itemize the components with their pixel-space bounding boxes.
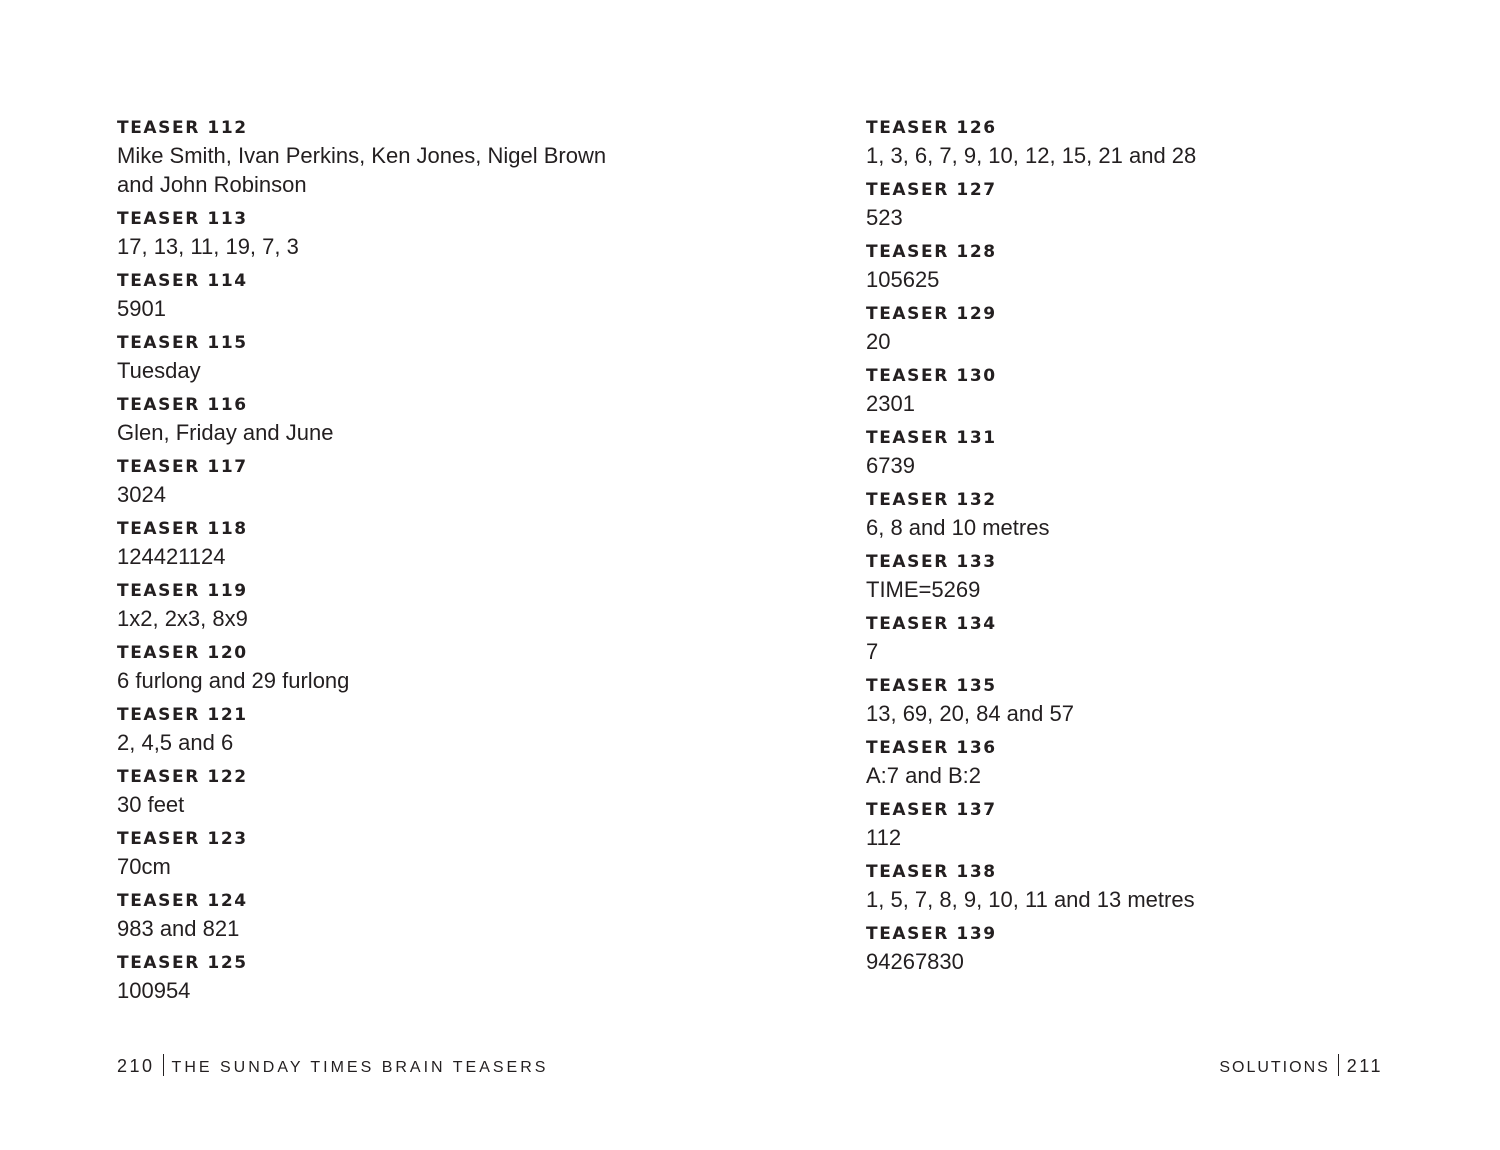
teaser-answer: 124421124: [117, 544, 226, 569]
teaser-answer: TIME=5269: [866, 577, 981, 602]
teaser-answer: 983 and 821: [117, 916, 240, 941]
teaser-heading: TEASER 123: [117, 829, 248, 849]
teaser-answer: 70cm: [117, 854, 171, 879]
solution-entry: [866, 797, 1426, 852]
teaser-answer: 6739: [866, 453, 915, 478]
solution-entry: [117, 268, 677, 323]
teaser-answer: 523: [866, 205, 903, 230]
solution-entry: [117, 826, 677, 881]
teaser-heading: TEASER 124: [117, 891, 248, 911]
teaser-heading: TEASER 131: [866, 428, 997, 448]
teaser-heading: TEASER 125: [117, 953, 248, 973]
teaser-answer: Mike Smith, Ivan Perkins, Ken Jones, Nigel Brown and John Robinson: [117, 143, 607, 197]
solution-entry: [866, 611, 1426, 666]
teaser-answer: A:7 and B:2: [866, 763, 981, 788]
teaser-heading: TEASER 114: [117, 271, 248, 291]
teaser-heading: TEASER 126: [866, 118, 997, 138]
teaser-heading: TEASER 133: [866, 552, 997, 572]
teaser-heading: TEASER 119: [117, 581, 248, 601]
teaser-heading: TEASER 132: [866, 490, 997, 510]
teaser-answer: 6 furlong and 29 furlong: [117, 668, 350, 693]
teaser-answer: 3024: [117, 482, 166, 507]
teaser-heading: TEASER 128: [866, 242, 997, 262]
solution-entry: [866, 239, 1426, 294]
teaser-answer: 100954: [117, 978, 191, 1003]
solution-entry: [866, 673, 1426, 728]
teaser-answer: 112: [866, 825, 902, 850]
solution-entry: [866, 425, 1426, 480]
solution-entry: [117, 454, 677, 509]
teaser-heading: TEASER 117: [117, 457, 248, 477]
right-page-footer: [1219, 1054, 1383, 1080]
teaser-heading: TEASER 118: [117, 519, 248, 539]
teaser-answer: 20: [866, 329, 891, 354]
solution-entry: [866, 549, 1426, 604]
book-title: THE SUNDAY TIMES BRAIN TEASERS: [171, 1059, 549, 1076]
teaser-heading: TEASER 127: [866, 180, 997, 200]
teaser-answer: 17, 13, 11, 19, 7, 3: [117, 234, 299, 259]
teaser-heading: TEASER 113: [117, 209, 248, 229]
left-solutions-column: [117, 115, 677, 1012]
solution-entry: [117, 516, 677, 571]
teaser-heading: TEASER 135: [866, 676, 997, 696]
solution-entry: [866, 115, 1426, 170]
teaser-heading: TEASER 120: [117, 643, 248, 663]
solution-entry: [866, 735, 1426, 790]
solution-entry: [117, 640, 677, 695]
teaser-heading: TEASER 121: [117, 705, 248, 725]
teaser-answer: 6, 8 and 10 metres: [866, 515, 1050, 540]
teaser-answer: 2301: [866, 391, 915, 416]
solution-entry: [866, 177, 1426, 232]
teaser-heading: TEASER 115: [117, 333, 248, 353]
teaser-heading: TEASER 112: [117, 118, 248, 138]
solution-entry: [117, 206, 677, 261]
left-page-footer: [117, 1054, 548, 1080]
teaser-answer: 30 feet: [117, 792, 185, 817]
teaser-heading: TEASER 129: [866, 304, 997, 324]
teaser-answer: 5901: [117, 296, 166, 321]
teaser-heading: TEASER 139: [866, 924, 997, 944]
solution-entry: [117, 702, 677, 757]
solution-entry: [117, 578, 677, 633]
teaser-heading: TEASER 138: [866, 862, 997, 882]
solution-entry: [866, 301, 1426, 356]
teaser-answer: Glen, Friday and June: [117, 420, 334, 445]
footer-divider: [1338, 1054, 1339, 1076]
solution-entry: [117, 392, 677, 447]
teaser-heading: TEASER 122: [117, 767, 248, 787]
solution-entry: [117, 115, 677, 199]
solution-entry: [117, 888, 677, 943]
page-number-left: 210: [117, 1056, 155, 1076]
right-solutions-column: [866, 115, 1426, 983]
teaser-heading: TEASER 134: [866, 614, 997, 634]
solution-entry: [866, 487, 1426, 542]
solution-entry: [117, 764, 677, 819]
teaser-heading: TEASER 116: [117, 395, 248, 415]
solution-entry: [866, 859, 1426, 914]
teaser-answer: 105625: [866, 267, 940, 292]
teaser-heading: TEASER 136: [866, 738, 997, 758]
solution-entry: [866, 363, 1426, 418]
teaser-answer: 1, 3, 6, 7, 9, 10, 12, 15, 21 and 28: [866, 143, 1197, 168]
teaser-answer: 2, 4,5 and 6: [117, 730, 234, 755]
solution-entry: [117, 950, 677, 1005]
solution-entry: [866, 921, 1426, 976]
teaser-answer: 13, 69, 20, 84 and 57: [866, 701, 1074, 726]
teaser-heading: TEASER 130: [866, 366, 997, 386]
teaser-answer: Tuesday: [117, 358, 201, 383]
teaser-heading: TEASER 137: [866, 800, 997, 820]
teaser-answer: 1, 5, 7, 8, 9, 10, 11 and 13 metres: [866, 887, 1195, 912]
teaser-answer: 1x2, 2x3, 8x9: [117, 606, 248, 631]
teaser-answer: 7: [866, 639, 879, 664]
footer-divider: [163, 1054, 164, 1076]
teaser-answer: 94267830: [866, 949, 964, 974]
section-title: SOLUTIONS: [1219, 1059, 1330, 1076]
solution-entry: [117, 330, 677, 385]
page-number-right: 211: [1346, 1056, 1383, 1076]
